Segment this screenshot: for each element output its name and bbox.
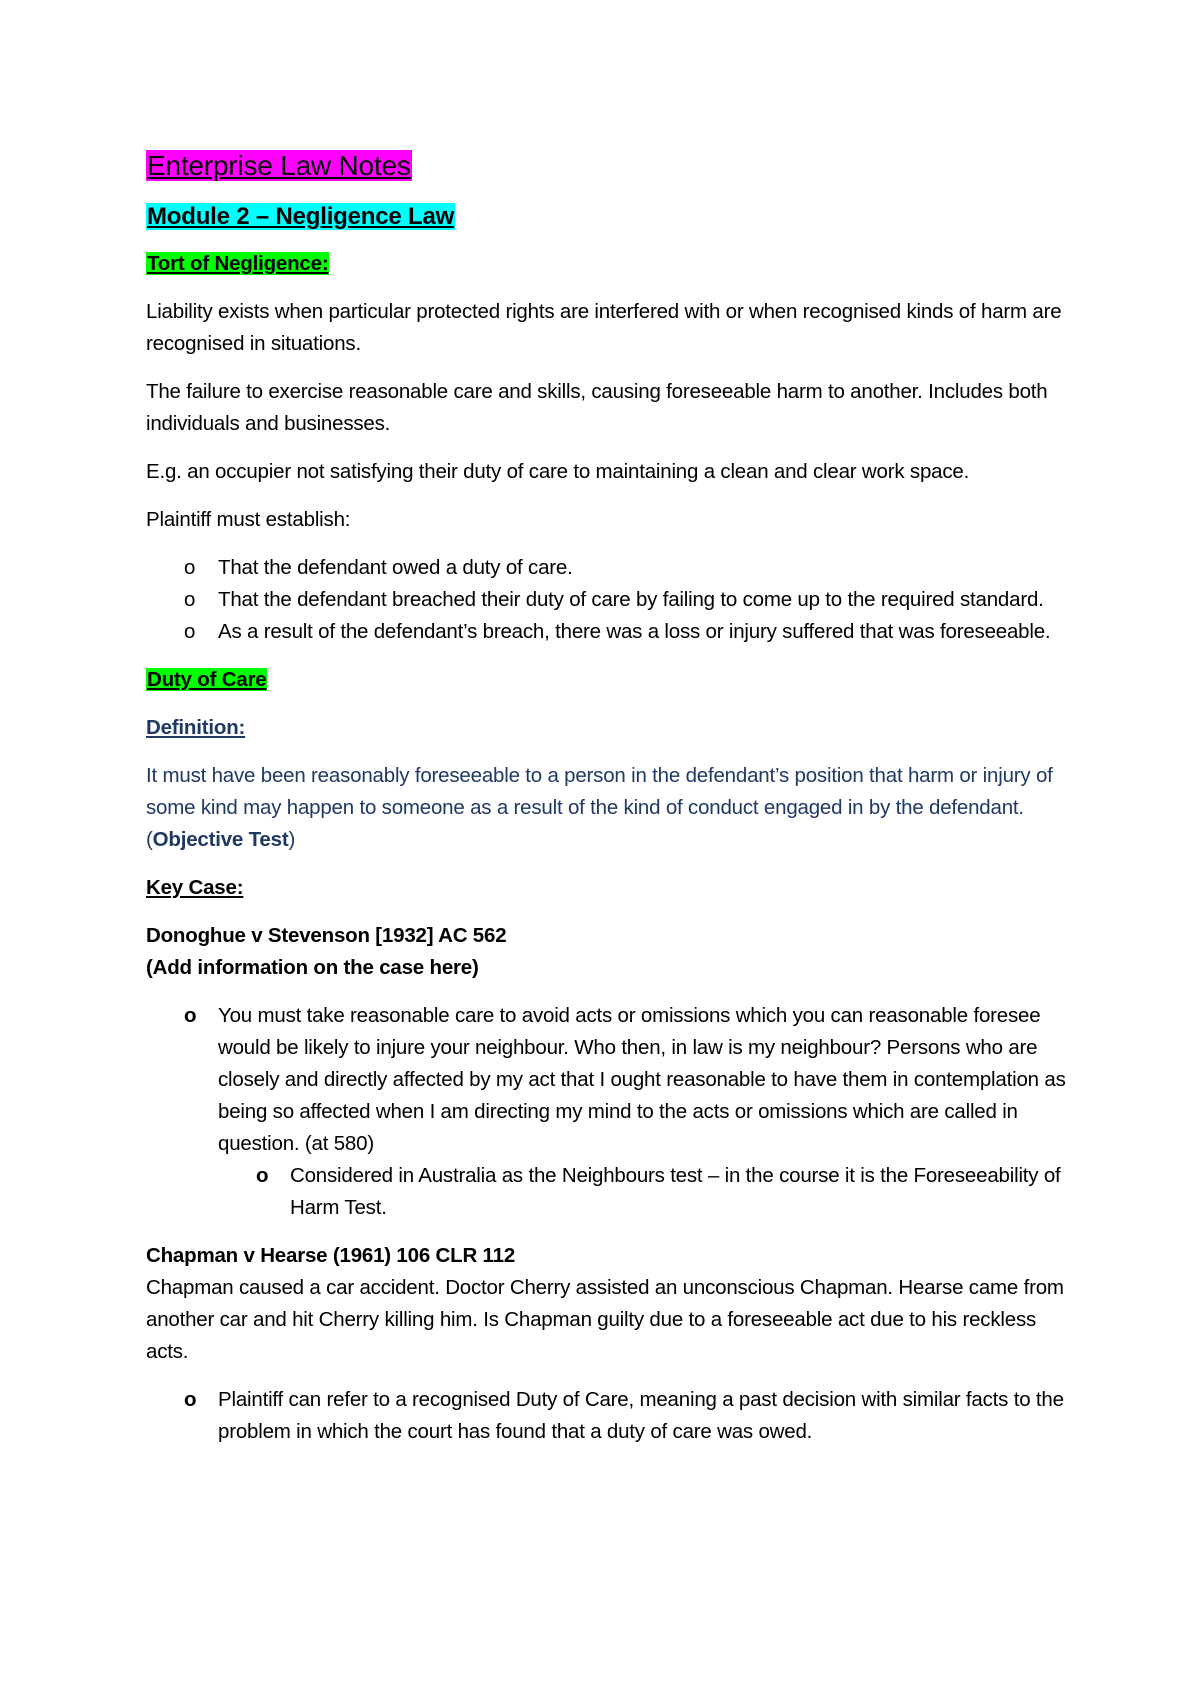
document-title-text: Enterprise Law Notes — [147, 150, 411, 181]
duty-heading-text: Duty of Care — [147, 668, 267, 691]
definition-paragraph — [146, 760, 1076, 856]
duty-heading — [146, 664, 1076, 696]
case-title-donoghue: Donoghue v Stevenson [1932] AC 562 — [146, 924, 507, 947]
module-heading — [146, 200, 1076, 234]
list-item — [146, 616, 1076, 648]
case-title-chapman: Chapman v Hearse (1961) 106 CLR 112 — [146, 1244, 516, 1267]
list-item-text: Plaintiff can refer to a recognised Duty of Care, meaning a past decision with similar facts to the problem in which the court has found that a duty of care was owed. — [218, 1388, 1064, 1443]
establish-list — [146, 552, 1076, 648]
tort-heading-text: Tort of Negligence: — [147, 252, 329, 275]
definition-close: ) — [288, 828, 296, 851]
case-body-chapman: Chapman caused a car accident. Doctor Cherry assisted an unconscious Chapman. Hearse came from another car and hit Cherry killing him. Is Chapman guilty due to a foreseeable act due to his reckless acts. — [146, 1276, 1064, 1363]
definition-text: It must have been reasonably foreseeable to a person in the defendant’s position that harm or injury of some kind may happen to someone as a result of the kind of conduct engaged in by the defendant. ( — [146, 764, 1053, 851]
case-note-donoghue: (Add information on the case here) — [146, 956, 479, 979]
list-item — [146, 1384, 1076, 1448]
paragraph-liability: Liability exists when particular protected rights are interfered with or when recognised kinds of harm are recognised in situations. — [146, 300, 1062, 355]
paragraph-example: E.g. an occupier not satisfying their duty of care to maintaining a clean and clear work space. — [146, 460, 970, 483]
list-item — [146, 1000, 1076, 1224]
chapman-list — [146, 1384, 1076, 1448]
list-item-text: As a result of the defendant’s breach, there was a loss or injury suffered that was foreseeable. — [218, 620, 1051, 643]
circle-bullet-icon: o — [184, 588, 196, 611]
list-item — [146, 552, 1076, 584]
definition-heading: Definition: — [146, 716, 246, 739]
module-heading-text: Module 2 – Negligence Law — [147, 203, 455, 230]
list-item — [146, 584, 1076, 616]
list-item — [218, 1160, 1076, 1224]
donoghue-sublist — [218, 1160, 1076, 1224]
paragraph-failure: The failure to exercise reasonable care and skills, causing foreseeable harm to another. Includes both individuals and businesses. — [146, 380, 1048, 435]
document-page — [146, 140, 1076, 1464]
list-item-text: You must take reasonable care to avoid acts or omissions which you can reasonable foresee would be likely to injure your neighbour. Who then, in law is my neighbour? Persons who are closely and directly affected by my act that I ought reasonable to have them in contemplation as being so affected when I am directing my mind to the acts or omissions which are called in question. (at 580) — [218, 1004, 1066, 1155]
circle-bullet-icon: o — [184, 620, 196, 643]
key-case-heading: Key Case: — [146, 876, 244, 899]
document-title — [146, 146, 1076, 186]
circle-bullet-icon: o — [184, 1388, 197, 1411]
circle-bullet-icon: o — [256, 1164, 269, 1187]
circle-bullet-icon: o — [184, 556, 196, 579]
list-item-text: That the defendant breached their duty of care by failing to come up to the required standard. — [218, 588, 1044, 611]
tort-heading — [146, 248, 1076, 280]
paragraph-establish: Plaintiff must establish: — [146, 508, 351, 531]
list-item-text: Considered in Australia as the Neighbours test – in the course it is the Foreseeability of Harm Test. — [290, 1164, 1061, 1219]
list-item-text: That the defendant owed a duty of care. — [218, 556, 573, 579]
donoghue-list — [146, 1000, 1076, 1224]
circle-bullet-icon: o — [184, 1004, 197, 1027]
definition-strong: Objective Test — [152, 828, 289, 851]
